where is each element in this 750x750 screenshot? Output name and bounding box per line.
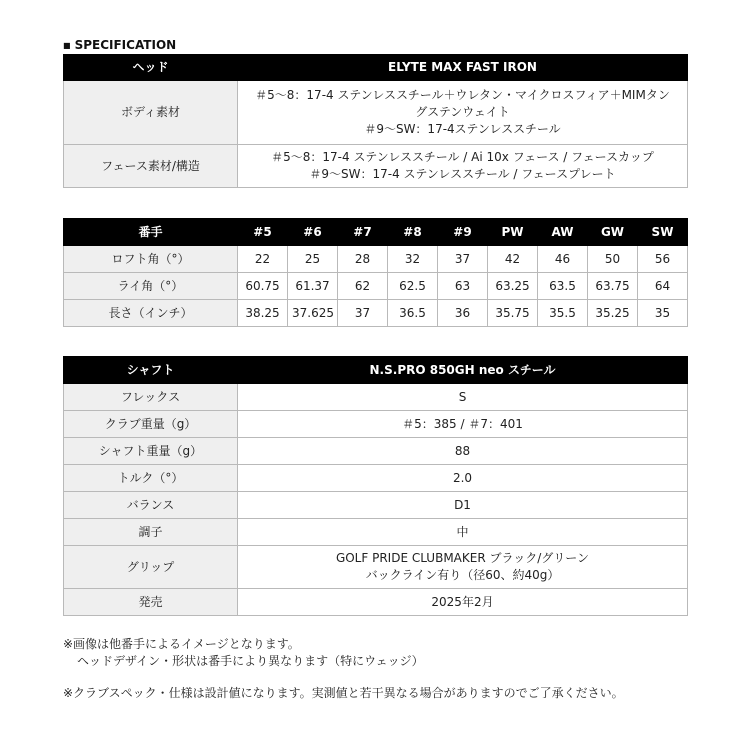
table-row [64, 81, 688, 145]
flex-value: S [238, 384, 688, 411]
grip-line-2: バックライン有り（径60、約40g） [365, 568, 560, 582]
loft-header-cell: #6 [288, 219, 338, 246]
loft-header-cell: GW [588, 219, 638, 246]
table-row [64, 145, 688, 188]
grip-label: グリップ [64, 546, 238, 589]
head-spec-table [63, 54, 688, 188]
kick-point-value: 中 [238, 519, 688, 546]
table-cell: 22 [238, 246, 288, 273]
table-cell: 63.25 [488, 273, 538, 300]
grip-line-1: GOLF PRIDE CLUBMAKER ブラック/グリーン [335, 551, 590, 565]
loft-header-cell: #5 [238, 219, 288, 246]
shaft-header-model: N.S.PRO 850GH neo スチール [238, 357, 688, 384]
loft-header-cell: #9 [438, 219, 488, 246]
table-cell: 61.37 [288, 273, 338, 300]
table-row [64, 492, 688, 519]
shaft-weight-label: シャフト重量（g） [64, 438, 238, 465]
table-cell: 35.5 [538, 300, 588, 327]
table-cell: 50 [588, 246, 638, 273]
loft-header-cell: PW [488, 219, 538, 246]
table-cell: 64 [638, 273, 688, 300]
loft-label: ロフト角（°） [64, 246, 238, 273]
shaft-table-header-row [64, 357, 688, 384]
body-material-line-2: グステンウェイト [415, 105, 510, 119]
loft-table-header-row [64, 219, 688, 246]
loft-header-cell: AW [538, 219, 588, 246]
spec-heading [63, 38, 176, 52]
head-table-header-row [64, 55, 688, 81]
face-material-line-1: ＃5～8：17-4 ステンレススチール / Ai 10x フェース / フェースカップ [271, 150, 654, 164]
loft-header-cell: SW [638, 219, 688, 246]
table-cell: 37 [438, 246, 488, 273]
table-cell: 36 [438, 300, 488, 327]
table-cell: 38.25 [238, 300, 288, 327]
body-material-value [238, 81, 688, 145]
release-value: 2025年2月 [238, 589, 688, 616]
table-row [64, 519, 688, 546]
kick-point-label: 調子 [64, 519, 238, 546]
table-row [64, 589, 688, 616]
balance-value: D1 [238, 492, 688, 519]
head-header-model: ELYTE MAX FAST IRON [238, 55, 688, 81]
table-cell: 37 [338, 300, 388, 327]
table-cell: 35.75 [488, 300, 538, 327]
table-cell: 35.25 [588, 300, 638, 327]
body-material-label: ボディ素材 [64, 81, 238, 145]
release-label: 発売 [64, 589, 238, 616]
table-row [64, 438, 688, 465]
table-cell: 46 [538, 246, 588, 273]
club-weight-value: ＃5：385 / ＃7：401 [238, 411, 688, 438]
table-row [64, 546, 688, 589]
table-cell: 63.5 [538, 273, 588, 300]
table-cell: 62 [338, 273, 388, 300]
spec-disclaimer-note: ※クラブスペック・仕様は設計値になります。実測値と若干異なる場合がありますのでご了承ください。 [63, 686, 624, 700]
head-header-label: ヘッド [64, 55, 238, 81]
face-material-value [238, 145, 688, 188]
loft-header-cell: 番手 [64, 219, 238, 246]
table-cell: 36.5 [388, 300, 438, 327]
table-row [64, 465, 688, 492]
table-cell: 37.625 [288, 300, 338, 327]
image-note [63, 636, 424, 670]
table-row [64, 273, 688, 300]
club-weight-label: クラブ重量（g） [64, 411, 238, 438]
lie-label: ライ角（°） [64, 273, 238, 300]
flex-label: フレックス [64, 384, 238, 411]
body-material-line-3: ＃9～SW：17-4ステンレススチール [364, 122, 561, 136]
loft-lie-length-table [63, 218, 688, 327]
shaft-header-label: シャフト [64, 357, 238, 384]
image-note-line-1: ※画像は他番手によるイメージとなります。 [63, 637, 300, 651]
face-material-label: フェース素材/構造 [64, 145, 238, 188]
table-cell: 63 [438, 273, 488, 300]
grip-value [238, 546, 688, 589]
table-row [64, 246, 688, 273]
square-bullet-icon: ■ [63, 41, 71, 50]
table-cell: 56 [638, 246, 688, 273]
torque-label: トルク（°） [64, 465, 238, 492]
table-row [64, 411, 688, 438]
shaft-spec-table [63, 356, 688, 616]
table-cell: 28 [338, 246, 388, 273]
table-cell: 63.75 [588, 273, 638, 300]
table-cell: 32 [388, 246, 438, 273]
table-cell: 35 [638, 300, 688, 327]
length-label: 長さ（インチ） [64, 300, 238, 327]
body-material-line-1: ＃5～8：17-4 ステンレススチール＋ウレタン・マイクロスフィア＋MIMタン [255, 88, 670, 102]
table-cell: 62.5 [388, 273, 438, 300]
balance-label: バランス [64, 492, 238, 519]
loft-header-cell: #8 [388, 219, 438, 246]
table-cell: 42 [488, 246, 538, 273]
table-cell: 25 [288, 246, 338, 273]
shaft-weight-value: 88 [238, 438, 688, 465]
image-note-line-2: ヘッドデザイン・形状は番手により異なります（特にウェッジ） [77, 654, 424, 668]
table-row [64, 300, 688, 327]
table-cell: 60.75 [238, 273, 288, 300]
face-material-line-2: ＃9～SW：17-4 ステンレススチール / フェースプレート [309, 167, 616, 181]
table-row [64, 384, 688, 411]
loft-header-cell: #7 [338, 219, 388, 246]
spec-heading-text: SPECIFICATION [74, 38, 177, 52]
torque-value: 2.0 [238, 465, 688, 492]
